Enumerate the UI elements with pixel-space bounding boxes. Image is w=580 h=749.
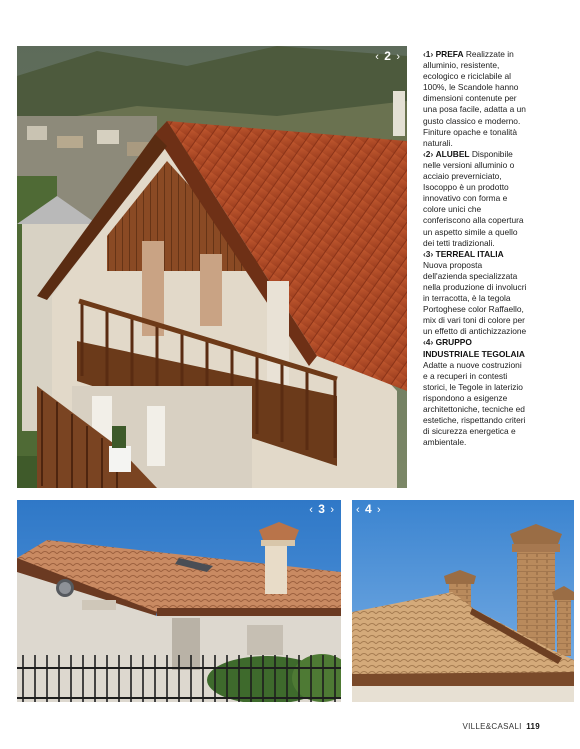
badge-bracket-left: ‹ (309, 504, 314, 516)
entry-2 (423, 149, 528, 249)
photo-badge-3 (309, 502, 335, 516)
badge-bracket-left: ‹ (356, 504, 361, 516)
brick-chimneys-illustration (352, 500, 574, 702)
page-number: 119 (526, 722, 540, 731)
badge-number: 2 (384, 49, 392, 63)
photo-roof-chimney (17, 500, 341, 702)
entry-brand: TERREAL ITALIA (435, 248, 504, 259)
page-footer (462, 722, 540, 731)
product-descriptions (423, 49, 528, 448)
entry-number: ‹4› (423, 337, 434, 348)
photo-badge-4 (356, 502, 382, 516)
magazine-name: VILLE&CASALI (462, 722, 522, 731)
roof-chimney-illustration (17, 500, 341, 702)
badge-bracket-right: › (396, 51, 401, 63)
entry-brand: GRUPPO INDUSTRIALE TEGOLAIA (423, 337, 525, 359)
entry-number: ‹1› (423, 49, 434, 59)
entry-text: Realizzate in alluminio, resistente, ecologico e riciclabile al 100%, le Scandole hanno dimensioni contenute per una posa facile, adatta a un gusto classico e moderno. Finiture opache e tonalità naturali. (423, 49, 526, 148)
badge-bracket-right: › (377, 504, 382, 516)
badge-number: 4 (365, 502, 373, 516)
entry-text: Disponibile nelle versioni alluminio o acciaio preverniciato, Isocoppo è un prodotto innovativo con forma e colore unici che conferiscono alla copertura un aspetto simile a quello dei tetti tradizionali. (423, 148, 524, 248)
badge-bracket-right: › (330, 504, 335, 516)
entry-3 (423, 249, 528, 338)
badge-number: 3 (318, 502, 326, 516)
photo-house-balcony (17, 46, 407, 488)
entry-text: Nuova proposta dell'azienda specializzata nella produzione di involucri in terracotta, è la tegola Portoghese color Raffaello, mix di vari toni di colore per un effetto di antichizzazione (423, 259, 527, 337)
entry-text: Adatte a nuove costruzioni e a recuperi in contesti storici, le Tegole in laterizio rispondono a esigenze architettoniche, tecniche ed estetiche, rispettando criteri di sicurezza energetica e ambientale. (423, 359, 526, 448)
entry-number: ‹2› (423, 148, 434, 159)
entry-brand: ALUBEL (435, 148, 470, 159)
photo-badge-2 (375, 49, 401, 63)
entry-number: ‹3› (423, 248, 434, 259)
photo-brick-chimneys (352, 500, 574, 702)
house-balcony-illustration (17, 46, 407, 488)
entry-brand: PREFA (435, 49, 464, 59)
badge-bracket-left: ‹ (375, 51, 380, 63)
entry-4 (423, 337, 528, 448)
entry-1 (423, 49, 528, 149)
